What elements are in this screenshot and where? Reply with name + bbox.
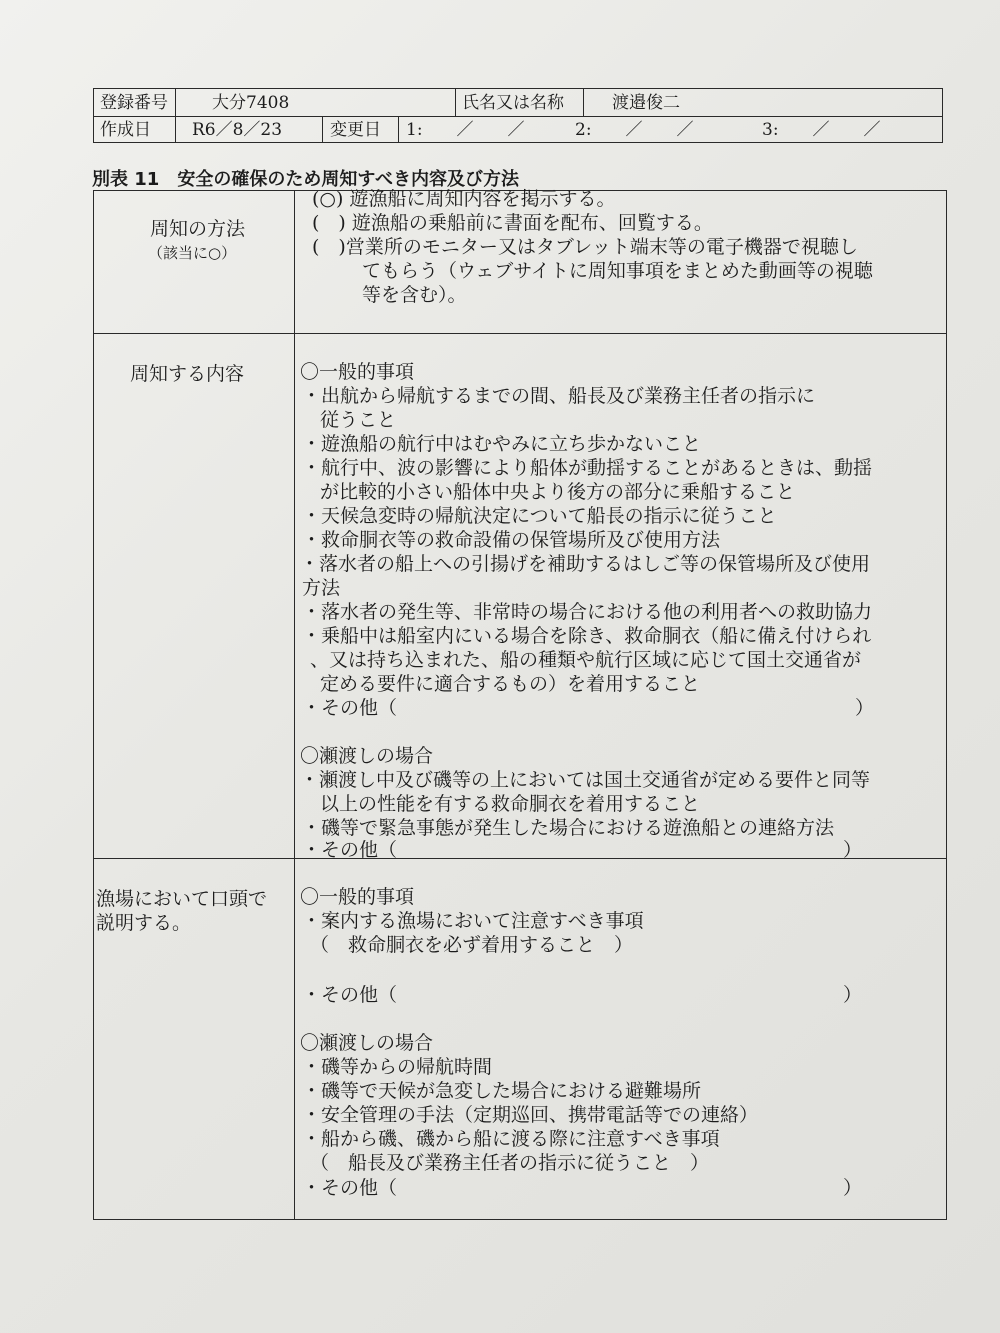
reg-no-value: 大分7408 (212, 93, 290, 113)
method-sublabel: （該当に○） (148, 244, 237, 262)
oral-label-1: 漁場において口頭で (96, 888, 268, 910)
content-line: 〇瀬渡しの場合 (300, 745, 434, 767)
oral-line: （ 救命胴衣を必ず着用すること ） (310, 934, 634, 956)
content-label: 周知する内容 (130, 363, 245, 385)
created-value: R6／8／23 (192, 120, 283, 140)
content-line: ・天候急変時の帰航決定について船長の指示に従うこと (302, 505, 777, 527)
name-label: 氏名又は名称 (462, 93, 564, 113)
created-label: 作成日 (100, 120, 151, 140)
content-line: ・瀬渡し中及び磯等の上においては国土交通省が定める要件と同等 (300, 769, 871, 791)
oral-line: ・その他（ (302, 1177, 398, 1199)
content-line: 方法 (302, 577, 341, 599)
content-line: 〇一般的事項 (300, 361, 415, 383)
oral-line: ・磯等からの帰航時間 (302, 1056, 493, 1078)
content-line: ・落水者の船上への引揚げを補助するはしご等の保管場所及び使用 (300, 553, 871, 575)
oral-line: 〇一般的事項 (300, 886, 415, 908)
content-line: ・遊漁船の航行中はむやみに立ち歩かないこと (302, 433, 702, 455)
change-date-1: 1: ／ ／ (406, 120, 525, 140)
content-line: ・その他（ (302, 839, 398, 861)
method-option-1: (○) 遊漁船に周知内容を掲示する。 (312, 188, 616, 210)
content-line: ・出航から帰航するまでの間、船長及び業務主任者の指示に (302, 385, 816, 407)
change-date-2: 2: ／ ／ (575, 120, 694, 140)
content-line: ・磯等で緊急事態が発生した場合における遊漁船との連絡方法 (302, 817, 835, 839)
content-line: が比較的小さい船体中央より後方の部分に乗船すること (320, 481, 796, 503)
oral-line: ・案内する漁場において注意すべき事項 (302, 910, 644, 932)
content-line: 以上の性能を有する救命胴衣を着用すること (320, 793, 701, 815)
close-paren: ） (855, 697, 875, 719)
method-label: 周知の方法 (150, 218, 246, 240)
content-line: 定める要件に適合するもの）を着用すること (320, 673, 701, 695)
change-date-3: 3: ／ ／ (762, 120, 881, 140)
section-title: 別表 11 安全の確保のため周知すべき内容及び方法 (92, 169, 519, 190)
method-option-3: ( )営業所のモニター又はタブレット端末等の電子機器で視聴し (312, 236, 858, 258)
close-paren: ） (843, 984, 863, 1006)
content-line: 、又は持ち込まれた、船の種類や航行区域に応じて国土交通省が (310, 649, 862, 671)
content-line: ・航行中、波の影響により船体が動揺することがあるときは、動揺 (302, 457, 873, 479)
content-line: ・その他（ (302, 697, 398, 719)
content-line: ・乗船中は船室内にいる場合を除き、救命胴衣（船に備え付けられ (302, 625, 872, 647)
content-line: ・落水者の発生等、非常時の場合における他の利用者への救助協力 (302, 601, 873, 623)
oral-line: 〇瀬渡しの場合 (300, 1032, 434, 1054)
content-line: ・救命胴衣等の救命設備の保管場所及び使用方法 (302, 529, 721, 551)
name-value: 渡邉俊二 (612, 93, 680, 113)
oral-label-2: 説明する。 (96, 912, 192, 934)
oral-line: （ 船長及び業務主任者の指示に従うこと ） (310, 1152, 710, 1174)
method-option-3-cont2: 等を含む）。 (362, 284, 467, 306)
oral-line: ・安全管理の手法（定期巡回、携帯電話等での連絡） (302, 1104, 759, 1126)
reg-no-label: 登録番号 (100, 93, 168, 113)
oral-line: ・船から磯、磯から船に渡る際に注意すべき事項 (302, 1128, 720, 1150)
content-line: 従うこと (320, 409, 397, 431)
method-option-3-cont1: てもらう（ウェブサイトに周知事項をまとめた動画等の視聴 (362, 260, 873, 282)
close-paren: ） (843, 1177, 863, 1199)
changed-label: 変更日 (330, 120, 381, 140)
oral-line: ・その他（ (302, 984, 398, 1006)
oral-line: ・磯等で天候が急変した場合における避難場所 (302, 1080, 702, 1102)
close-paren: ） (843, 839, 863, 861)
method-option-2: ( ) 遊漁船の乗船前に書面を配布、回覧する。 (312, 212, 713, 234)
